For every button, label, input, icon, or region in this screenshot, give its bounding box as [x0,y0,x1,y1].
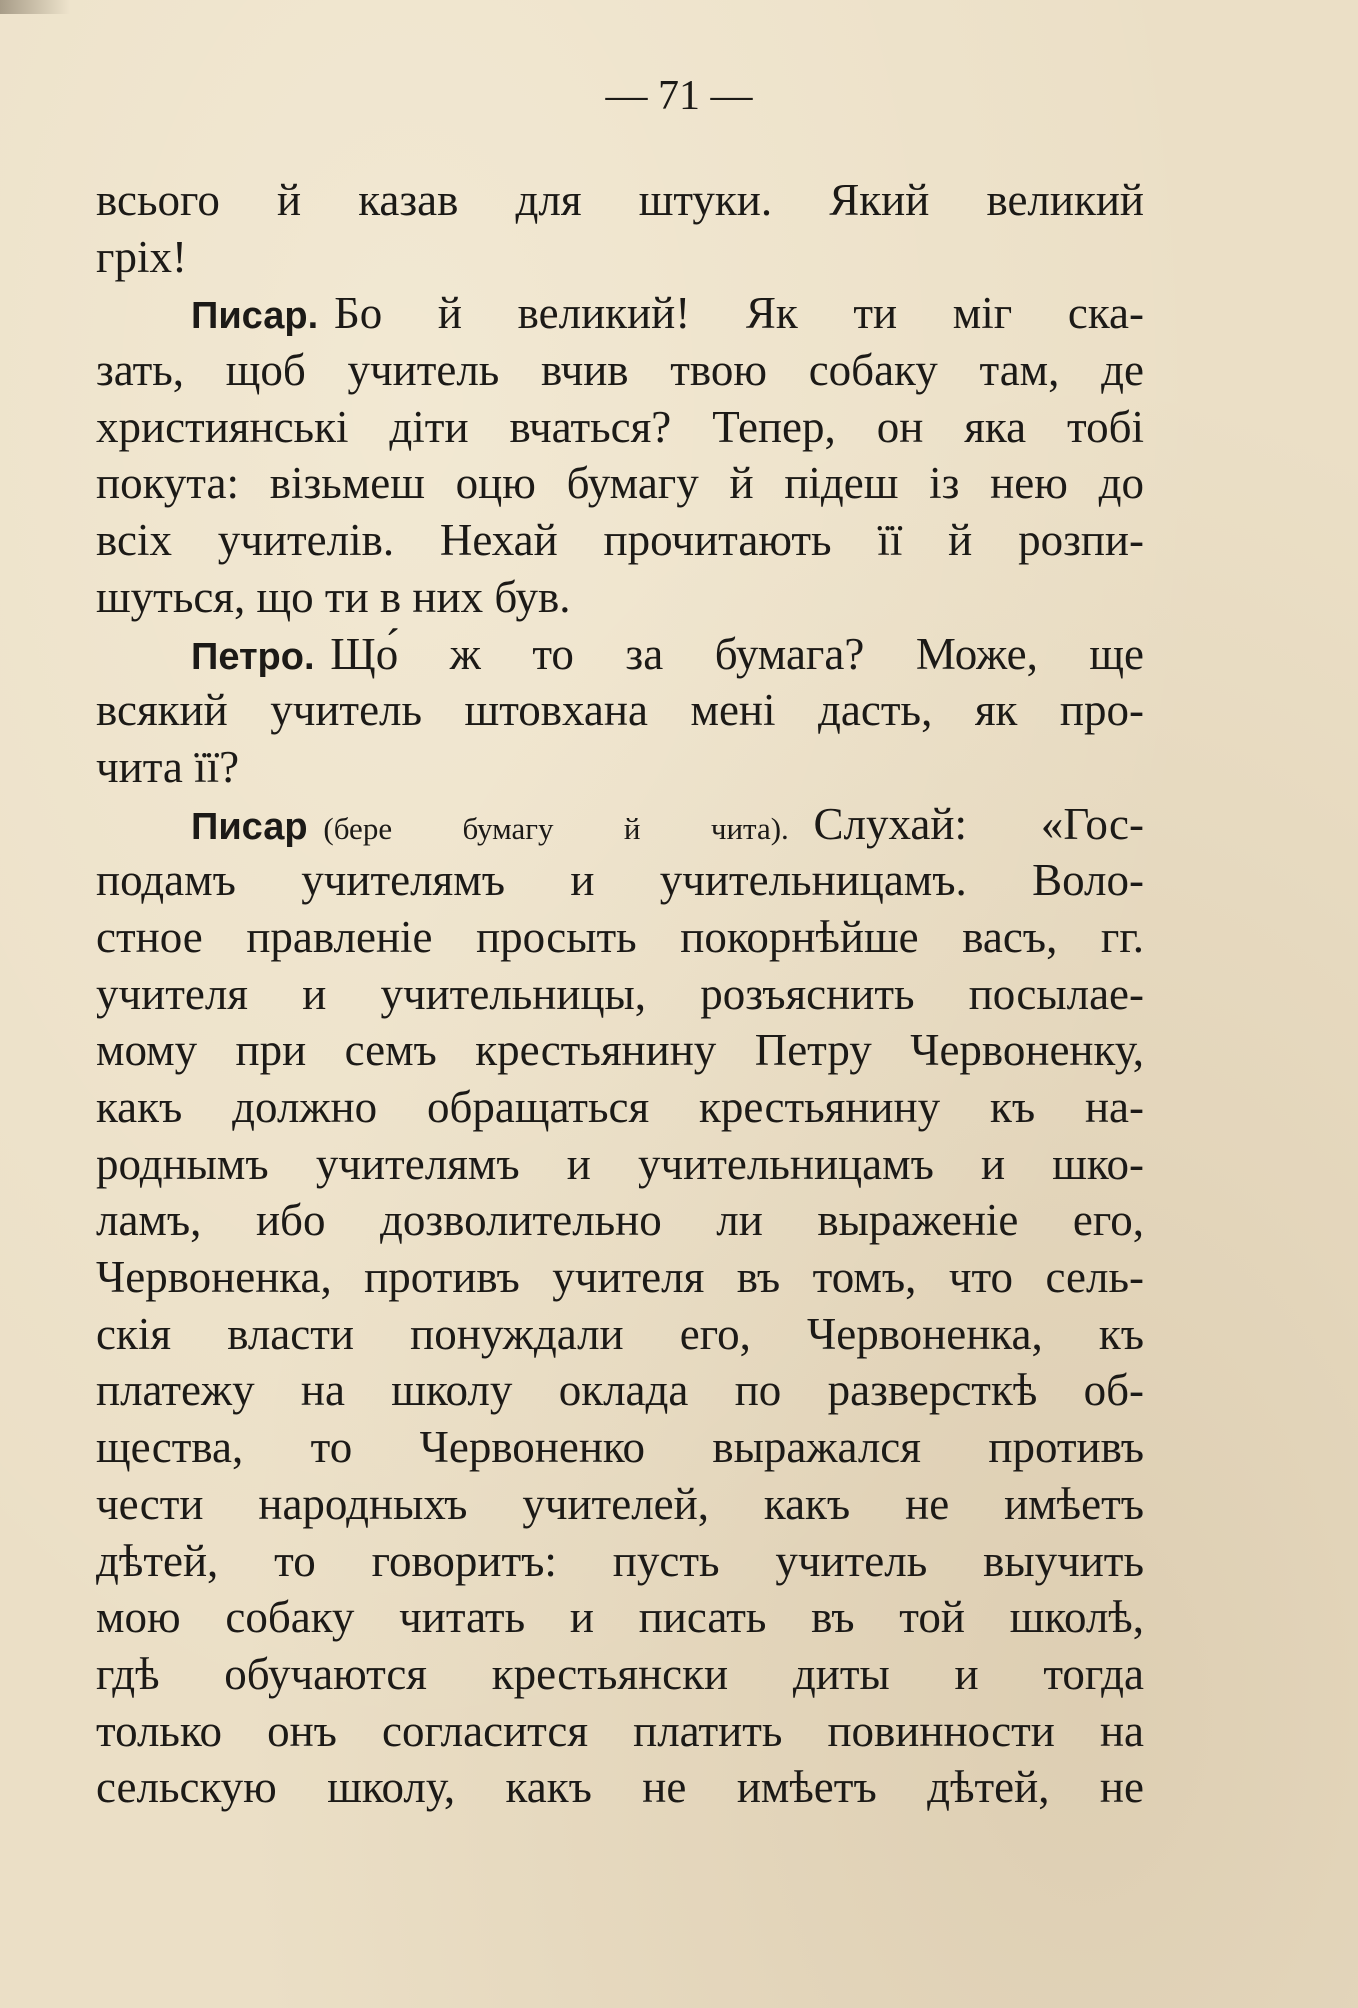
text-line: Червоненка, противъ учителя въ томъ, что сель- [96,1252,1144,1303]
page-number: — 71 — [605,73,753,119]
text-line: гріх! [96,231,187,282]
text-line: всього й казав для штуки. Який великий [96,175,1144,225]
text-line: учителя и учительницы, розъяснить посылае- [96,968,1144,1019]
text-line: платежу на школу оклада по разверсткѣ об- [96,1365,1144,1416]
speaker-name: Писар. [191,295,319,338]
text-line: скія власти понуждали его, Червоненка, къ [96,1308,1144,1359]
text-line: ламъ, ибо дозволительно ли выраженіе его, [96,1195,1144,1246]
text-line: християнські діти вчаться? Тепер, он яка тобі [96,401,1144,452]
dialogue-line [96,796,1144,853]
stage-direction: (бере бумагу й чита). [323,810,789,846]
text-line: дѣтей, то говоритъ: пусть учитель выучить [96,1535,1144,1586]
speech-text: Слухай: «Гос- [813,798,1144,849]
speaker-name: Петро. [191,635,315,678]
text-line: покута: візьмеш оцю бумагу й підеш із нею до [96,458,1144,509]
dialogue-line [96,285,1144,342]
text-line: мому при семъ крестьянину Петру Червоненку, [96,1025,1144,1076]
text-line: подамъ учителямъ и учительницамъ. Воло- [96,855,1144,906]
text-line: всіх учителів. Нехай прочитають її й розпи- [96,515,1144,566]
text-line: роднымъ учителямъ и учительницамъ и шко- [96,1138,1144,1189]
text-line: чита її? [96,741,240,792]
scan-edge-mark [0,0,70,14]
text-line: гдѣ обучаются крестьянски диты и тогда [96,1648,1144,1699]
text-line: сельскую школу, какъ не имѣетъ дѣтей, не [96,1762,1144,1813]
text-line: мою собаку читать и писать въ той школѣ, [96,1592,1144,1643]
text-line: чести народныхъ учителей, какъ не имѣетъ [96,1478,1144,1529]
text-line: зать, щоб учитель вчив твою собаку там, де [96,345,1144,396]
text-line: стное правленіе просыть покорнѣйше васъ, гг. [96,911,1144,962]
speech-text: Бо й великий! Як ти міг ска- [333,288,1144,339]
text-line: только онъ согласится платить повинности на [96,1705,1144,1756]
text-line: какъ должно обращаться крестьянину къ на- [96,1082,1144,1132]
text-line: всякий учитель штовхана мені дасть, як про- [96,685,1144,736]
dialogue-line [96,626,1144,683]
page-text [96,172,1144,1816]
text-line: щества, то Червоненко выражался противъ [96,1422,1144,1473]
speaker-name: Писар [191,805,308,848]
speech-text: Що́ ж то за бумага? Може, ще [330,628,1144,679]
text-line: шуться, що ти в них був. [96,571,571,622]
